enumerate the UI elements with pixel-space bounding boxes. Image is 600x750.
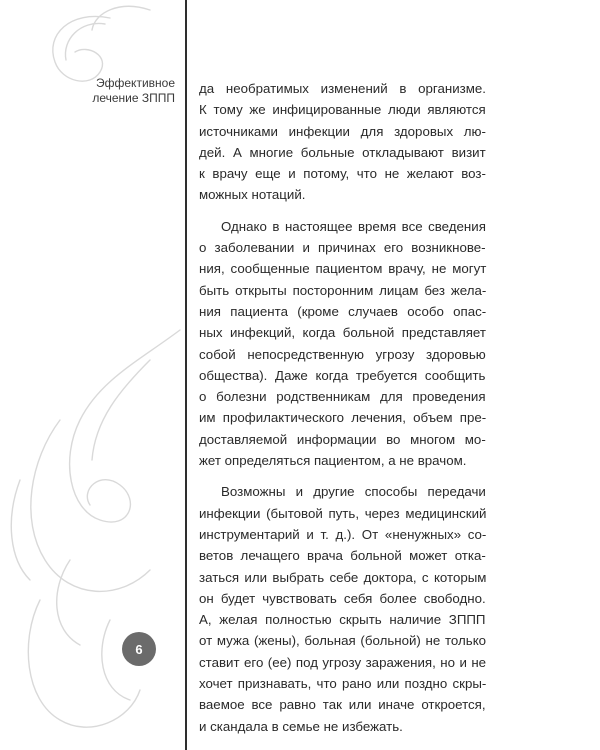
text-line: дей. А многие больные откладывают визит bbox=[199, 144, 486, 160]
text-line: ния пациента (кроме случаев особо опас- bbox=[199, 303, 487, 319]
paragraph bbox=[199, 481, 486, 737]
text-line: К тому же инфицированные люди являются bbox=[199, 102, 486, 118]
paragraph bbox=[199, 216, 486, 472]
text-line: он будет чувствовать себя более свободно. bbox=[199, 590, 486, 606]
vertical-divider-rule bbox=[185, 0, 187, 750]
text-line: и скандала в семье не избежать. bbox=[199, 718, 403, 734]
text-line: источниками инфекции для здоровых лю- bbox=[199, 123, 486, 139]
page-number: 6 bbox=[135, 641, 143, 657]
text-line: да необратимых изменений в организме. bbox=[199, 81, 486, 96]
text-line: общества). Даже когда требуется сообщить bbox=[199, 367, 486, 383]
running-head bbox=[70, 76, 175, 106]
text-line: ставит его (ее) под угрозу заражения, но и не bbox=[199, 654, 487, 670]
text-line: о заболевании и причинах его возникнове- bbox=[199, 240, 486, 256]
text-line: ваемое все равно так или иначе откроется, bbox=[199, 697, 486, 713]
text-line: ния, сообщенные пациентом врачу, не могут bbox=[199, 261, 487, 277]
decorative-flourish-ornament bbox=[0, 0, 190, 750]
paragraph bbox=[199, 78, 486, 206]
text-line: инструментарий и т. д.). От «ненужных» со- bbox=[199, 526, 487, 542]
text-line: Однако в настоящее время все сведения bbox=[221, 218, 486, 234]
text-line: к врачу еще и потому, что не желают воз- bbox=[199, 166, 486, 182]
text-line: А, желая полностью скрыть наличие ЗППП bbox=[199, 612, 486, 628]
text-line: ветов лечащего врача больной может отка- bbox=[199, 548, 486, 564]
page-number-badge bbox=[122, 632, 156, 666]
text-line: о болезни родственникам для проведения bbox=[199, 389, 486, 405]
text-line: хочет признавать, что рано или поздно скры- bbox=[199, 676, 487, 692]
text-line: доставляемой информации во многом мо- bbox=[199, 431, 486, 447]
text-line: жет определяться пациентом, а не врачом. bbox=[199, 453, 467, 469]
text-line: ных инфекций, когда больной представляет bbox=[199, 325, 486, 341]
text-line: заться или выбрать себе доктора, с которым bbox=[199, 569, 487, 585]
text-line: инфекции (бытовой путь, через медицинский bbox=[199, 505, 487, 521]
text-line: им профилактического лечения, объем пре- bbox=[199, 410, 487, 426]
running-head-line: лечение ЗППП bbox=[92, 91, 175, 105]
text-line: Возможны и другие способы передачи bbox=[221, 484, 486, 500]
body-text bbox=[199, 78, 486, 737]
running-head-line: Эффективное bbox=[96, 76, 175, 90]
text-line: собой непосредственную угрозу здоровью bbox=[199, 346, 486, 362]
text-line: от мужа (жены), больная (больной) не только bbox=[199, 633, 487, 649]
text-line: можных нотаций. bbox=[199, 187, 306, 203]
text-line: быть открыты посторонним лицам без жела- bbox=[199, 282, 487, 298]
